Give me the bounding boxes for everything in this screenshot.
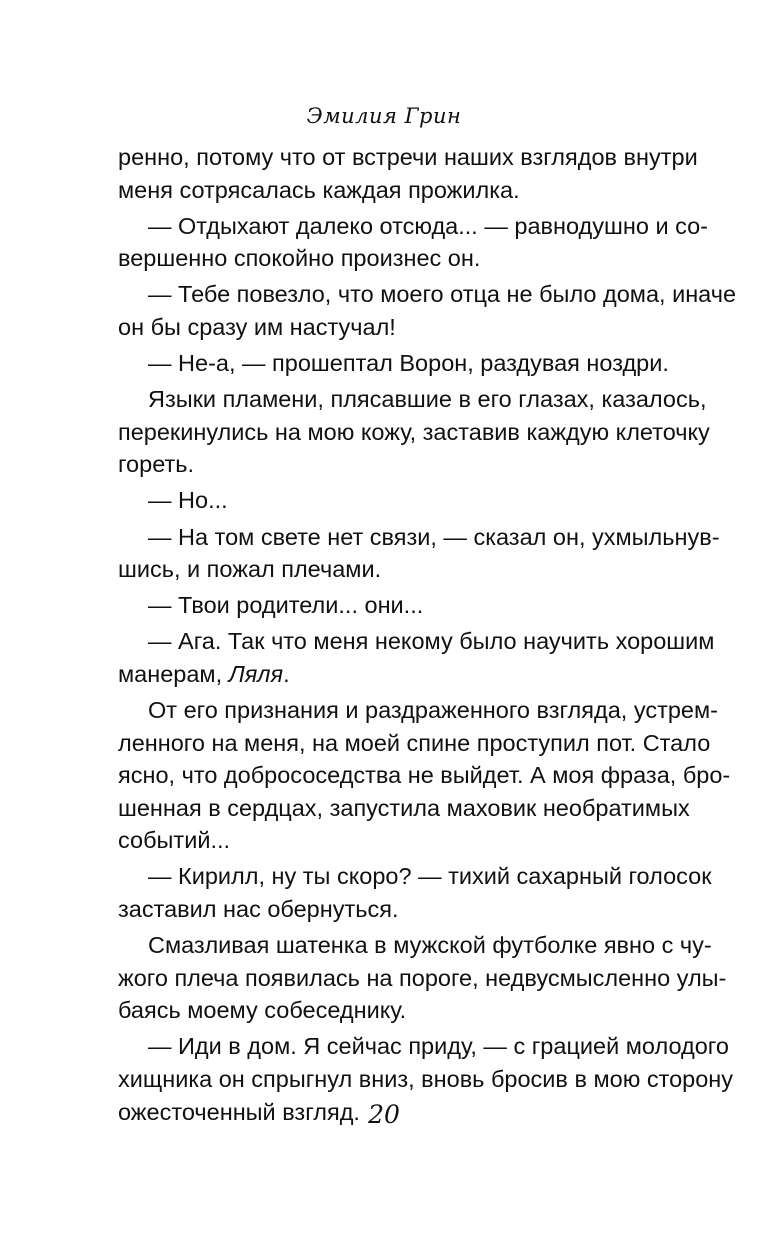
text-line [118, 658, 680, 691]
text-line: вершенно спокойно произнес он. [118, 245, 481, 272]
text-line: ленного на меня, на моей спине проступил пот. Стало [118, 729, 711, 756]
text-line: — На том свете нет связи, — сказал он, ухмыльнув- [148, 523, 720, 550]
text-line: заставил нас обернуться. [118, 896, 399, 923]
page-body-text [118, 141, 737, 1128]
text-line: шенная в сердцах, запустила маховик необратимых [118, 794, 690, 821]
text-line: — Не-а, — прошептал Ворон, раздувая ноздри. [148, 350, 669, 377]
text-line: перекинулись на мою кожу, заставив каждую клеточку [118, 418, 710, 445]
text-line: ренно, потому что от встречи наших взглядов внутри [118, 144, 698, 170]
text-line: меня сотрясалась каждая прожилка. [118, 176, 520, 203]
text-line: — Иди в дом. Я сейчас приду, — с грацией молодого [148, 1033, 729, 1060]
text-line: — Ага. Так что меня некому было научить хорошим [148, 628, 715, 655]
text-line: ожесточенный взгляд. [118, 1098, 360, 1125]
text-line: — Но... [148, 487, 228, 514]
page-number: 20 [368, 1100, 400, 1129]
text-line: — Твои родители... они... [148, 592, 424, 619]
italic-name: Ляля [228, 660, 284, 687]
text-line: — Кирилл, ну ты скоро? — тихий сахарный голосок [148, 863, 712, 890]
text-fragment: манерам, [118, 660, 229, 687]
text-line: гореть. [118, 451, 195, 478]
running-header-author: Эмилия Грин [306, 104, 462, 128]
text-line: жого плеча появилась на пороге, недвусмысленно улы- [118, 964, 727, 991]
text-line: Языки пламени, плясавшие в его глазах, казалось, [148, 386, 707, 413]
text-line: шись, и пожал плечами. [118, 556, 382, 583]
text-line: хищника он спрыгнул вниз, вновь бросив в мою сторону [118, 1066, 734, 1093]
text-line: — Тебе повезло, что моего отца не было дома, иначе [148, 281, 737, 308]
text-line: баясь моему собеседнику. [118, 997, 407, 1024]
text-line: — Отдыхают далеко отсюда... — равнодушно и со- [148, 212, 709, 239]
text-line: От его признания и раздраженного взгляда, устрем- [148, 697, 718, 723]
text-fragment: . [283, 660, 290, 687]
text-line: Смазливая шатенка в мужской футболке явно с чу- [148, 932, 712, 959]
text-line: ясно, что добрососедства не выйдет. А моя фраза, бро- [118, 762, 731, 789]
text-line: он бы сразу им настучал! [118, 313, 396, 340]
text-line: событий... [118, 827, 231, 854]
